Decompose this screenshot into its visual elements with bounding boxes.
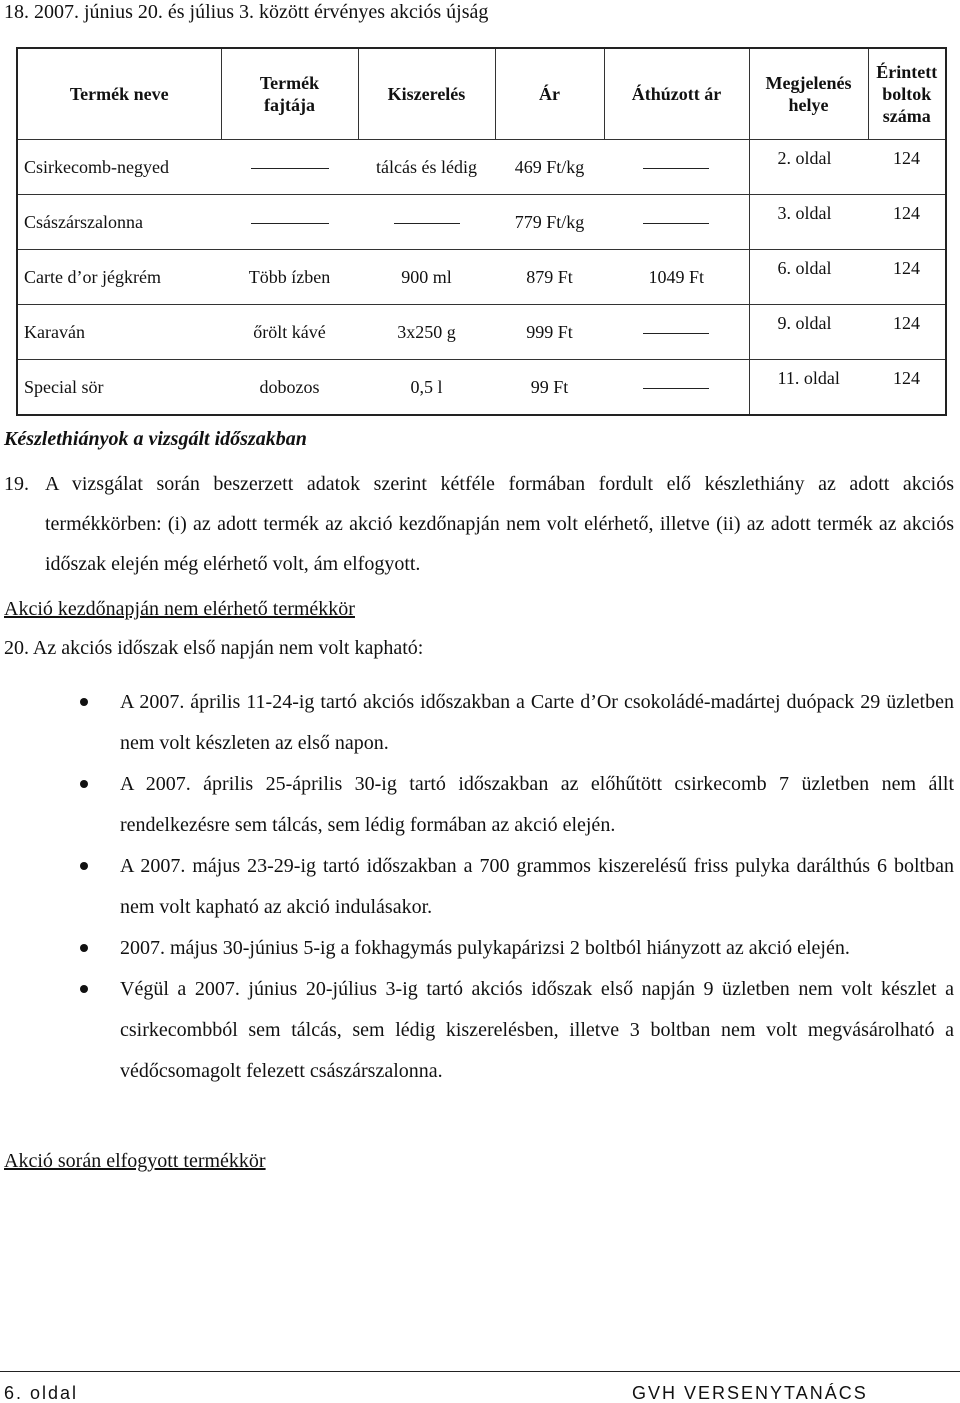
dash-mark — [643, 333, 709, 334]
cell-type-dash — [221, 140, 358, 195]
subheading-sold-out: Akció során elfogyott termékkör — [4, 1150, 266, 1172]
dash-mark — [251, 168, 329, 169]
bullet-icon — [80, 780, 88, 788]
list-item — [80, 969, 954, 1092]
paragraph-text: A vizsgálat során beszerzett adatok szerint kétféle formában fordult elő készlethiány az adott akciós termékkörben: (i) az adott termék az akció kezdőnapján nem volt elérhető, illetve (ii) az adott termék az akciós időszak elején még elérhető volt, ám elfogyott. — [45, 473, 954, 575]
dash-mark — [251, 223, 329, 224]
cell-page: 3. oldal — [749, 195, 868, 250]
cell-type: Több ízben — [221, 250, 358, 305]
cell-price: 999 Ft — [495, 305, 604, 360]
cell-name: Carte d’or jégkrém — [17, 250, 221, 305]
table-row — [17, 360, 946, 416]
cell-name: Császárszalonna — [17, 195, 221, 250]
dash-mark — [643, 168, 709, 169]
header-crossed-price: Áthúzott ár — [604, 48, 749, 140]
promo-table — [16, 47, 947, 416]
paragraph-19 — [4, 464, 954, 584]
cell-crossed-dash — [604, 360, 749, 416]
cell-name: Special sör — [17, 360, 221, 416]
list-item-text: A 2007. május 23-29-ig tartó időszakban a 700 grammos kiszerelésű friss pulyka darálthús 6 boltban nem volt kapható az akció indulásakor. — [120, 855, 954, 918]
paragraph-number: 19. — [4, 473, 29, 495]
dash-mark — [643, 223, 709, 224]
table-row — [17, 250, 946, 305]
cell-crossed-dash — [604, 140, 749, 195]
list-item — [80, 682, 954, 764]
cell-page: 6. oldal — [749, 250, 868, 305]
dash-mark — [394, 223, 460, 224]
paragraph-20: 20. Az akciós időszak első napján nem volt kapható: — [4, 637, 424, 659]
cell-page: 2. oldal — [749, 140, 868, 195]
page-heading: 18. 2007. június 20. és július 3. között érvényes akciós újság — [4, 1, 489, 23]
cell-name: Karaván — [17, 305, 221, 360]
bullet-icon — [80, 985, 88, 993]
cell-type: őrölt kávé — [221, 305, 358, 360]
footer-divider — [0, 1371, 960, 1372]
cell-price: 779 Ft/kg — [495, 195, 604, 250]
table-header-row — [17, 48, 946, 140]
list-item-text: 2007. május 30-június 5-ig a fokhagymás pulykapárizsi 2 boltból hiányzott az akció elején. — [120, 937, 850, 959]
list-item — [80, 846, 954, 928]
section-title: Készlethiányok a vizsgált időszakban — [4, 428, 307, 450]
header-pack: Kiszerelés — [358, 48, 495, 140]
footer-organization: GVH VERSENYTANÁCS — [632, 1383, 868, 1403]
cell-type: dobozos — [221, 360, 358, 416]
cell-pack: tálcás és lédig — [358, 140, 495, 195]
header-appearance: Megjelenés helye — [749, 48, 868, 140]
bullet-icon — [80, 944, 88, 952]
cell-shops: 124 — [868, 360, 946, 416]
cell-crossed-dash — [604, 195, 749, 250]
bullet-icon — [80, 698, 88, 706]
cell-price: 469 Ft/kg — [495, 140, 604, 195]
cell-crossed-dash — [604, 305, 749, 360]
cell-shops: 124 — [868, 250, 946, 305]
cell-shops: 124 — [868, 140, 946, 195]
subheading-not-available: Akció kezdőnapján nem elérhető termékkör — [4, 598, 355, 620]
cell-pack-dash — [358, 195, 495, 250]
list-item-text: A 2007. április 11-24-ig tartó akciós időszakban a Carte d’Or csokoládé-madártej duópack 29 üzletben nem volt készleten az első napon. — [120, 691, 954, 754]
cell-pack: 900 ml — [358, 250, 495, 305]
cell-shops: 124 — [868, 305, 946, 360]
header-price: Ár — [495, 48, 604, 140]
bullet-list — [80, 682, 954, 1092]
header-name: Termék neve — [17, 48, 221, 140]
list-item-text: Végül a 2007. június 20-július 3-ig tartó akciós időszak első napján 9 üzletben nem volt készlet a csirkecombból sem tálcás, sem lédig kiszerelésben, illetve 3 boltban nem volt megvásárolható a védőcsomagolt felezett császárszalonna. — [120, 978, 954, 1082]
cell-type-dash — [221, 195, 358, 250]
dash-mark — [643, 388, 709, 389]
footer-page-number: 6. oldal — [4, 1383, 79, 1403]
list-item — [80, 928, 954, 969]
cell-price: 879 Ft — [495, 250, 604, 305]
cell-crossed: 1049 Ft — [604, 250, 749, 305]
list-item-text: A 2007. április 25-április 30-ig tartó időszakban az előhűtött csirkecomb 7 üzletben nem állt rendelkezésre sem tálcás, sem lédig formában az akció elején. — [120, 773, 954, 836]
cell-shops: 124 — [868, 195, 946, 250]
table-row — [17, 305, 946, 360]
bullet-icon — [80, 862, 88, 870]
list-item — [80, 764, 954, 846]
cell-price: 99 Ft — [495, 360, 604, 416]
table-row — [17, 140, 946, 195]
table-row — [17, 195, 946, 250]
cell-page: 9. oldal — [749, 305, 868, 360]
cell-pack: 3x250 g — [358, 305, 495, 360]
cell-name: Csirkecomb-negyed — [17, 140, 221, 195]
header-type: Termék fajtája — [221, 48, 358, 140]
cell-page: 11. oldal — [749, 360, 868, 416]
header-shops: Érintett boltok száma — [868, 48, 946, 140]
cell-pack: 0,5 l — [358, 360, 495, 416]
